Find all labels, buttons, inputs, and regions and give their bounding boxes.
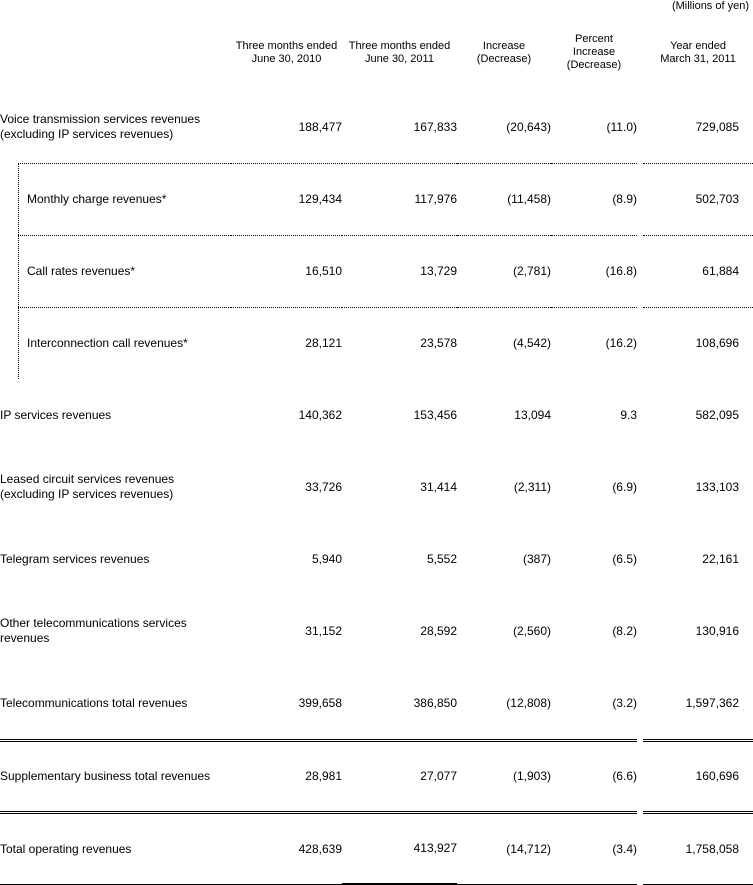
- header-year-line1: Year ended: [670, 39, 726, 52]
- cell-prior: 140,362: [298, 407, 342, 422]
- row-label-line1: IP services revenues: [0, 407, 112, 422]
- cell-prior: 33,726: [305, 479, 342, 494]
- cell-change: (20,643): [506, 119, 551, 134]
- unit-caption: (Millions of yen): [671, 0, 749, 12]
- cell-year: 582,095: [695, 407, 739, 422]
- table-row-sub: [0, 163, 753, 235]
- cell-year: 729,085: [695, 119, 739, 134]
- header-prior-line1: Three months ended: [235, 39, 338, 52]
- header-percent-increase: [551, 14, 637, 91]
- cell-change: 13,094: [514, 407, 551, 422]
- cell-change: (2,311): [513, 479, 551, 494]
- cell-current: 23,578: [342, 307, 457, 379]
- row-label-line1: Total operating revenues: [0, 841, 132, 856]
- cell-percent: (8.9): [551, 163, 637, 235]
- header-current-line2: June 30, 2011: [365, 52, 434, 65]
- header-percent-line3: (Decrease): [566, 59, 622, 71]
- cell-year: 1,597,362: [685, 695, 739, 710]
- sub-group-bracket-top: [18, 163, 231, 164]
- header-prior-line2: June 30, 2010: [251, 52, 322, 65]
- cell-change: (2,560): [512, 623, 551, 638]
- row-label-line2: (excluding IP services revenues): [0, 487, 174, 501]
- cell-prior: 5,940: [311, 551, 342, 566]
- row-label-telegram-services: [0, 523, 231, 595]
- cell-percent: (16.8): [551, 235, 637, 307]
- cell-change: (4,542): [457, 307, 551, 379]
- table-row: [0, 595, 753, 667]
- row-label-ip-services: [0, 379, 231, 451]
- row-label-line1: Monthly charge revenues*: [27, 191, 167, 206]
- table-row-grand-total: [0, 811, 753, 885]
- cell-current: 167,833: [413, 119, 457, 134]
- cell-year: 61,884: [643, 235, 753, 307]
- table-header-row: [0, 14, 753, 91]
- header-increase-line2: (Decrease): [476, 52, 532, 65]
- cell-percent: (16.2): [551, 307, 637, 379]
- cell-year: 502,703: [643, 163, 753, 235]
- cell-percent: (3.2): [612, 695, 637, 710]
- row-label-line2: revenues: [0, 631, 50, 645]
- cell-prior: 16,510: [231, 235, 342, 307]
- cell-year: 22,161: [702, 551, 739, 566]
- row-label-line1: Supplementary business total revenues: [0, 769, 211, 783]
- cell-year: 108,696: [643, 307, 753, 379]
- row-label-line1: Voice transmission services revenues: [0, 112, 201, 126]
- cell-change: (12,808): [506, 695, 551, 710]
- header-percent-line2: Increase: [572, 46, 616, 58]
- cell-prior: 399,658: [298, 695, 342, 710]
- row-label-interconnection-call: [0, 307, 231, 379]
- cell-percent: (11.0): [606, 119, 637, 134]
- cell-change: (2,781): [457, 235, 551, 307]
- row-label-call-rates: [0, 235, 231, 307]
- cell-current: 13,729: [342, 235, 457, 307]
- header-year-line2: March 31, 2011: [660, 52, 736, 65]
- header-prior-period: [231, 14, 342, 91]
- cell-current: 31,414: [420, 479, 457, 494]
- row-label-supplementary-business-total: [0, 739, 231, 811]
- table-row: [0, 379, 753, 451]
- cell-change: (14,712): [457, 811, 551, 885]
- cell-percent: (3.4): [551, 811, 637, 885]
- sub-row-divider: [18, 307, 231, 308]
- cell-current: 386,850: [413, 695, 457, 710]
- row-label-other-telecommunications: [0, 595, 231, 667]
- header-label-cell: [0, 14, 231, 91]
- sub-row-divider: [18, 235, 231, 236]
- cell-year: 160,696: [643, 739, 753, 811]
- cell-percent: 9.3: [620, 407, 637, 422]
- cell-percent: (6.5): [612, 551, 637, 566]
- cell-year: 1,758,058: [643, 811, 753, 885]
- table-row-sub: [0, 235, 753, 307]
- header-increase: [457, 14, 551, 91]
- cell-change: (11,458): [457, 163, 551, 235]
- table-row-total: [0, 667, 753, 739]
- cell-current: 153,456: [413, 407, 457, 422]
- row-label-line1: Telegram services revenues: [0, 551, 150, 566]
- row-label-line2: (excluding IP services revenues): [0, 127, 174, 141]
- cell-percent: (6.9): [612, 479, 637, 494]
- row-label-total-operating-revenues: [0, 811, 231, 885]
- table-row: [0, 523, 753, 595]
- table-row: [0, 91, 753, 163]
- row-label-line1: Call rates revenues*: [27, 263, 136, 278]
- header-year-ended: [643, 14, 753, 91]
- row-label-line1: Other telecommunications services: [0, 616, 187, 630]
- header-current-period: [342, 14, 457, 91]
- header-current-line1: Three months ended: [348, 39, 451, 52]
- cell-percent: (8.2): [612, 623, 637, 638]
- cell-prior: 28,981: [231, 739, 342, 811]
- row-label-line1: Interconnection call revenues*: [27, 335, 188, 350]
- cell-year: 130,916: [695, 623, 739, 638]
- cell-prior: 129,434: [231, 163, 342, 235]
- row-label-line1: Leased circuit services revenues: [0, 472, 175, 486]
- cell-current: 27,077: [342, 739, 457, 811]
- header-percent-line1: Percent: [575, 33, 613, 45]
- row-label-line1: Telecommunications total revenues: [0, 695, 188, 710]
- cell-current: 28,592: [420, 623, 457, 638]
- row-label-leased-circuit: [0, 451, 231, 523]
- table-row-total: [0, 739, 753, 811]
- cell-percent: (6.6): [551, 739, 637, 811]
- table-row: [0, 451, 753, 523]
- cell-change: (387): [522, 551, 551, 566]
- cell-current: 5,552: [426, 551, 457, 566]
- revenue-breakdown-table: [0, 14, 753, 885]
- cell-year: 133,103: [695, 479, 739, 494]
- row-label-voice-transmission: [0, 91, 231, 163]
- table-row-sub: [0, 307, 753, 379]
- cell-prior: 428,639: [231, 811, 342, 885]
- cell-current: 117,976: [342, 163, 457, 235]
- cell-change: (1,903): [457, 739, 551, 811]
- row-label-telecommunications-total: [0, 667, 231, 739]
- cell-current: 413,927: [342, 811, 457, 885]
- cell-prior: 28,121: [231, 307, 342, 379]
- row-label-monthly-charge: [0, 163, 231, 235]
- cell-prior: 188,477: [298, 119, 342, 134]
- header-increase-line1: Increase: [482, 39, 526, 52]
- cell-prior: 31,152: [305, 623, 342, 638]
